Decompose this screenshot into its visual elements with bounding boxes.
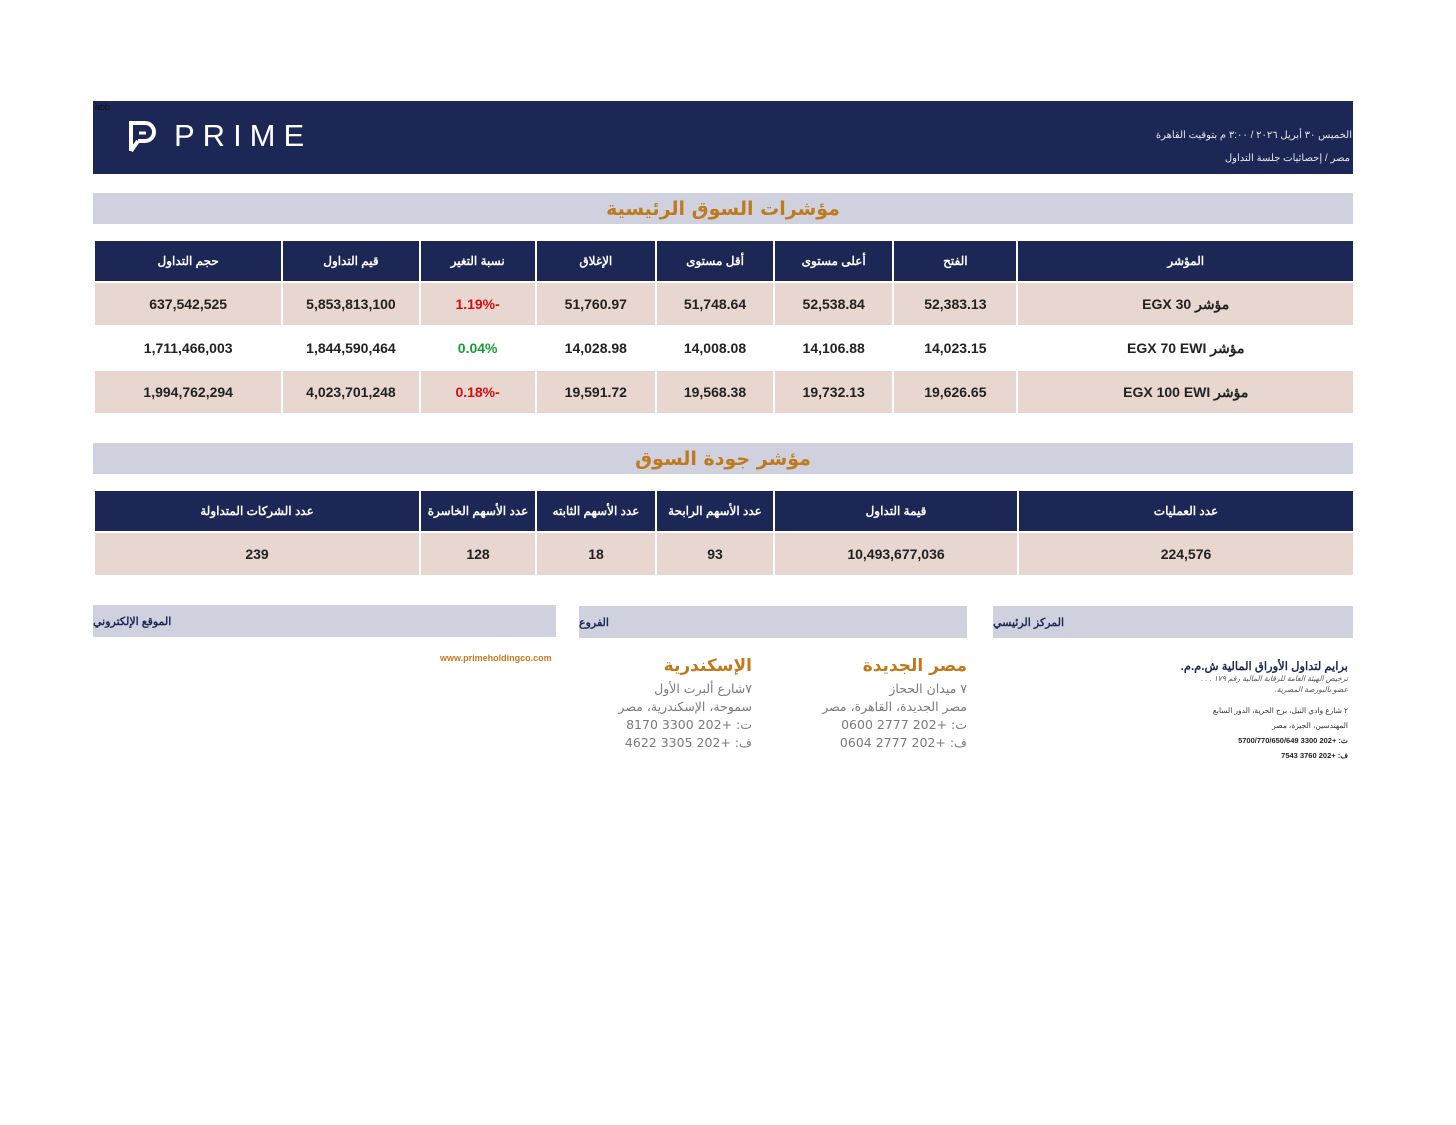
branch-phone: ت: +202 3300 8170 (626, 717, 752, 732)
table-row (94, 532, 1354, 576)
table-row (94, 370, 1354, 414)
volume-value: 1,994,762,294 (94, 370, 282, 414)
index-name: مؤشر EGX 30 (1017, 282, 1354, 326)
brand-name: PRIME (174, 118, 313, 153)
branch-fax: ف: +202 2777 0604 (839, 735, 967, 750)
indices-section-title: مؤشرات السوق الرئيسية (93, 193, 1353, 224)
col-index: المؤشر (1017, 240, 1354, 282)
low-value: 51,748.64 (656, 282, 774, 326)
branch-heliopolis (767, 656, 967, 752)
open-value: 52,383.13 (893, 282, 1017, 326)
branch-name: مصر الجديدة (862, 656, 967, 676)
open-value: 14,023.15 (893, 326, 1017, 370)
close-value: 14,028.98 (536, 326, 656, 370)
col-losers: عدد الأسهم الخاسرة (420, 490, 536, 532)
col-companies: عدد الشركات المتداولة (94, 490, 420, 532)
hq-fax: ف: +202 3760 7543 (1281, 751, 1348, 760)
hq-address-line: ٢ شارع وادي النيل، برج الحرية، الدور السابع (1212, 706, 1348, 715)
indices-header-row (94, 240, 1354, 282)
report-subtitle: مصر / إحصائيات جلسة التداول (1224, 153, 1350, 164)
col-volume: حجم التداول (94, 240, 282, 282)
prime-logo-icon (128, 119, 158, 153)
col-high: أعلى مستوى (774, 240, 893, 282)
col-low: أقل مستوى (656, 240, 774, 282)
companies-count: 239 (94, 532, 420, 576)
branch-address-line: ٧شارع ألبرت الأول (654, 681, 752, 696)
table-row (94, 282, 1354, 326)
company-name: برايم لتداول الأوراق المالية ش.م.م. (1180, 661, 1348, 673)
col-change: نسبة التغير (420, 240, 536, 282)
head-office-info (1088, 659, 1348, 763)
high-value: 52,538.84 (774, 282, 893, 326)
col-turnover: قيمة التداول (774, 490, 1018, 532)
col-gainers: عدد الأسهم الرابحة (656, 490, 774, 532)
col-unchanged: عدد الأسهم الثابته (536, 490, 656, 532)
col-value: قيم التداول (282, 240, 419, 282)
low-value: 14,008.08 (656, 326, 774, 370)
volume-value: 1,711,466,003 (94, 326, 282, 370)
turnover-value: 10,493,677,036 (774, 532, 1018, 576)
quality-header-row (94, 490, 1354, 532)
change-value: -0.18% (420, 370, 536, 414)
low-value: 19,568.38 (656, 370, 774, 414)
volume-value: 637,542,525 (94, 282, 282, 326)
quality-section-title: مؤشر جودة السوق (93, 443, 1353, 474)
change-value: -1.19% (420, 282, 536, 326)
col-open: الفتح (893, 240, 1017, 282)
table-row (94, 326, 1354, 370)
branch-address-line: مصر الجديدة، القاهرة، مصر (822, 699, 967, 714)
col-trades: عدد العمليات (1018, 490, 1354, 532)
branch-alexandria (552, 656, 752, 752)
hq-phone: ت: +202 3300 5700/770/650/649 (1238, 736, 1348, 745)
unchanged-count: 18 (536, 532, 656, 576)
gainers-count: 93 (656, 532, 774, 576)
open-value: 19,626.65 (893, 370, 1017, 414)
turnover-value: 1,844,590,464 (282, 326, 419, 370)
losers-count: 128 (420, 532, 536, 576)
website-label: الموقع الإلكتروني (93, 615, 172, 628)
branch-address-line: سموحة، الإسكندرية، مصر (618, 699, 752, 714)
website-bar (93, 605, 556, 637)
membership-text: عضو بالبورصة المصرية. (1274, 685, 1348, 694)
branch-fax: ف: +202 3305 4622 (624, 735, 752, 750)
branch-address-line: ٧ ميدان الحجاز (889, 681, 967, 696)
high-value: 19,732.13 (774, 370, 893, 414)
turnover-value: 5,853,813,100 (282, 282, 419, 326)
turnover-value: 4,023,701,248 (282, 370, 419, 414)
high-value: 14,106.88 (774, 326, 893, 370)
prime-logo (128, 118, 312, 154)
hq-label: المركز الرئيسي (993, 616, 1065, 629)
trades-count: 224,576 (1018, 532, 1354, 576)
index-name: مؤشر EGX 70 EWI (1017, 326, 1354, 370)
quality-table (93, 489, 1355, 577)
website-link[interactable]: www.primeholdingco.com (440, 653, 552, 663)
close-value: 51,760.97 (536, 282, 656, 326)
col-close: الإغلاق (536, 240, 656, 282)
branches-label: الفروع (579, 616, 609, 629)
hq-bar (993, 606, 1353, 638)
license-text: ترخيص الهيئة العامة للرقابة المالية رقم ١٧٩ . . . (1201, 674, 1348, 683)
branches-bar (579, 606, 967, 638)
index-name: مؤشر EGX 100 EWI (1017, 370, 1354, 414)
indices-table (93, 239, 1355, 415)
change-value: 0.04% (420, 326, 536, 370)
close-value: 19,591.72 (536, 370, 656, 414)
hq-address-line: المهندسين، الجيزة، مصر (1272, 721, 1348, 730)
branch-phone: ت: +202 2777 0600 (841, 717, 967, 732)
corner-label: abb (95, 102, 111, 112)
report-date: الخميس ٣٠ أبريل ٢٠٢٦ / ٣:٠٠ م بتوقيت القاهرة (1155, 130, 1352, 141)
branch-name: الإسكندرية (663, 656, 752, 676)
